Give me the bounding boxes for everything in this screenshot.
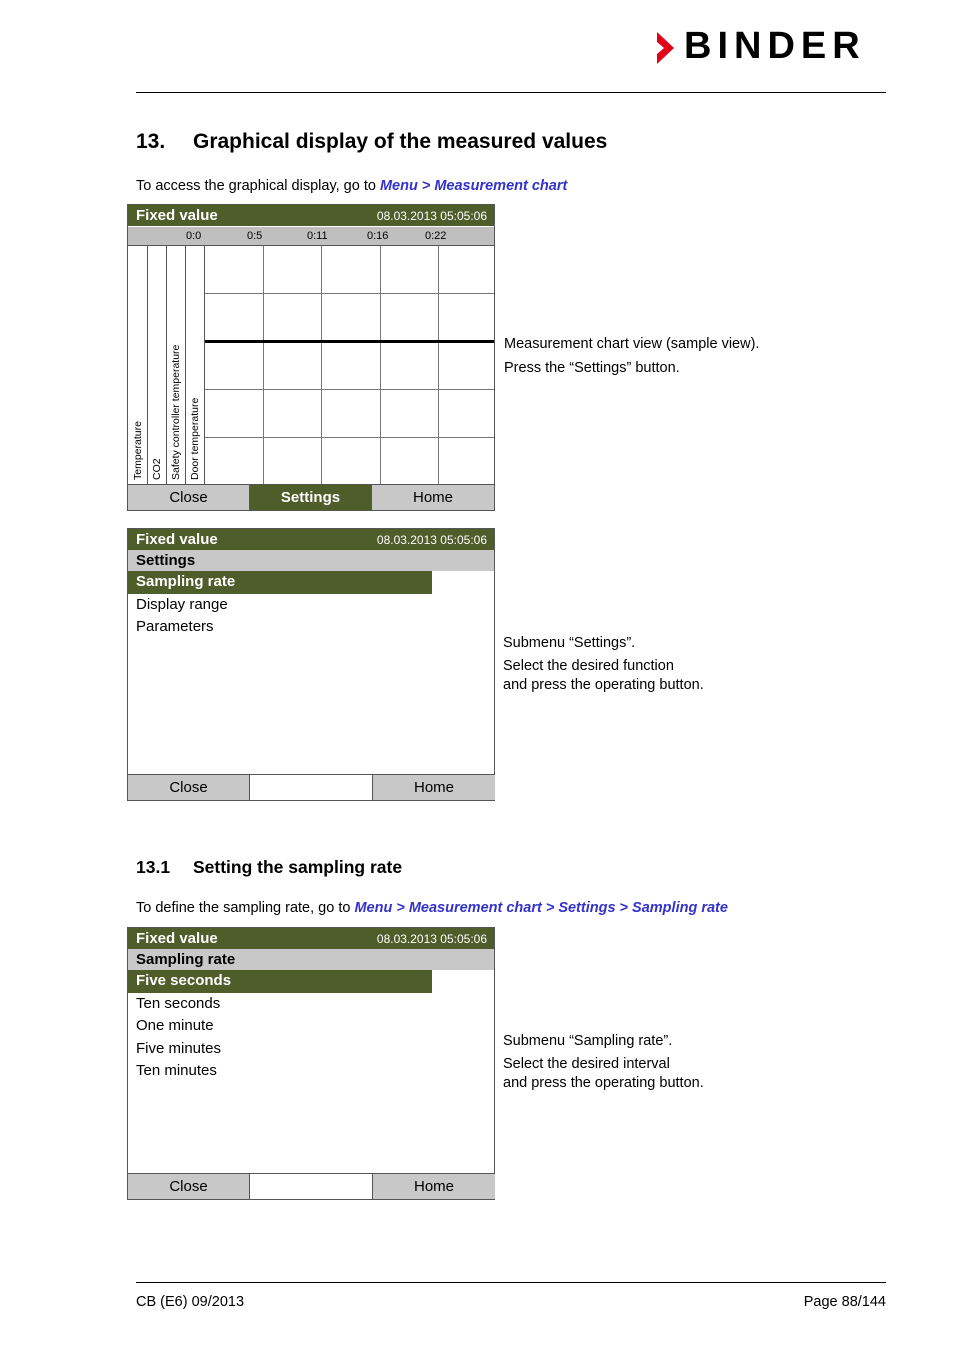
settings-screen: [127, 528, 495, 801]
axis-tick: 0:0: [186, 230, 202, 242]
chart-area: [128, 245, 494, 484]
desc-line: Measurement chart view (sample view).: [504, 336, 760, 352]
section-number: 13.: [136, 130, 166, 153]
close-button[interactable]: Close: [128, 775, 250, 800]
channel-safety-controller-temperature[interactable]: [166, 246, 186, 484]
screen-header: [128, 205, 494, 226]
screen2-description: [503, 634, 704, 695]
screen-datetime: 08.03.2013 05:05:06: [376, 533, 487, 547]
desc-line: Press the “Settings” button.: [504, 360, 680, 376]
subsection-heading: [136, 857, 402, 878]
submenu-title: Sampling rate: [128, 949, 494, 970]
subsection-number: 13.1: [136, 857, 171, 877]
screen-title: Fixed value: [136, 930, 218, 947]
sampling-rate-screen: [127, 927, 495, 1200]
close-button[interactable]: Close: [128, 485, 250, 510]
channel-co2[interactable]: [147, 246, 167, 484]
axis-tick: 0:22: [425, 230, 447, 242]
intro-text: To define the sampling rate, go to: [136, 900, 355, 916]
binder-logo-text: BINDER: [684, 25, 866, 67]
channel-temperature[interactable]: [128, 246, 148, 484]
screen3-description: [503, 1032, 704, 1093]
channel-label: Temperature: [131, 421, 144, 480]
screen1-description: [504, 335, 759, 378]
axis-tick: 0:16: [367, 230, 389, 242]
desc-line: Select the desired function: [503, 658, 674, 674]
option-ten-minutes[interactable]: Ten minutes: [136, 1062, 217, 1079]
button-bar: [128, 484, 494, 510]
subsection-title: Setting the sampling rate: [193, 857, 403, 877]
option-ten-seconds[interactable]: Ten seconds: [136, 994, 221, 1012]
trend-line: [205, 340, 494, 343]
chart-grid: [205, 246, 494, 484]
menu-path-link: Menu > Measurement chart: [379, 178, 568, 194]
home-button[interactable]: Home: [372, 1174, 495, 1199]
section-title: Graphical display of the measured values: [193, 130, 608, 153]
screen-header: [128, 529, 494, 550]
footer-doc-id: CB (E6) 09/2013: [136, 1294, 245, 1310]
channel-label: Door temperature: [188, 397, 201, 480]
axis-tick: 0:11: [307, 230, 328, 242]
desc-line: and press the operating button.: [503, 677, 704, 693]
binder-logo-mark-icon: [654, 28, 680, 68]
option-five-minutes[interactable]: Five minutes: [136, 1039, 222, 1057]
channel-label: Safety controller temperature: [169, 344, 182, 480]
time-axis: [128, 226, 494, 245]
settings-button[interactable]: Settings: [250, 485, 372, 510]
menu-item-display-range[interactable]: Display range: [136, 595, 228, 613]
submenu-title: Settings: [128, 550, 494, 571]
option-one-minute[interactable]: One minute: [136, 1017, 214, 1034]
footer-divider: [136, 1282, 886, 1283]
channel-door-temperature[interactable]: [185, 246, 205, 484]
section-heading: [136, 130, 607, 154]
menu-path-link: Menu > Measurement chart > Settings > Sampling rate: [354, 900, 728, 916]
home-button[interactable]: Home: [372, 775, 495, 800]
screen-datetime: 08.03.2013 05:05:06: [376, 209, 487, 223]
axis-tick: 0:5: [247, 230, 263, 242]
option-five-seconds[interactable]: Five seconds: [128, 970, 432, 993]
desc-line: Submenu “Sampling rate”.: [503, 1033, 673, 1049]
binder-logo: [654, 25, 886, 68]
menu-item-sampling-rate[interactable]: Sampling rate: [128, 571, 432, 594]
measurement-chart-screen: [127, 204, 495, 511]
menu-item-parameters[interactable]: Parameters: [136, 618, 214, 635]
screen-title: Fixed value: [136, 531, 218, 548]
home-button[interactable]: Home: [372, 485, 494, 510]
button-bar: [128, 774, 494, 800]
channel-label: CO2: [150, 458, 163, 480]
section-intro: [136, 177, 567, 195]
screen-title: Fixed value: [136, 207, 218, 224]
subsection-intro: [136, 899, 728, 917]
intro-text: To access the graphical display, go to: [136, 178, 380, 194]
button-bar: [128, 1173, 494, 1199]
screen-datetime: 08.03.2013 05:05:06: [376, 932, 487, 946]
desc-line: Submenu “Settings”.: [503, 635, 636, 651]
desc-line: and press the operating button.: [503, 1075, 704, 1091]
screen-header: [128, 928, 494, 949]
header-divider: [136, 92, 886, 93]
close-button[interactable]: Close: [128, 1174, 250, 1199]
desc-line: Select the desired interval: [503, 1056, 670, 1072]
footer-page-number: Page 88/144: [803, 1294, 886, 1310]
